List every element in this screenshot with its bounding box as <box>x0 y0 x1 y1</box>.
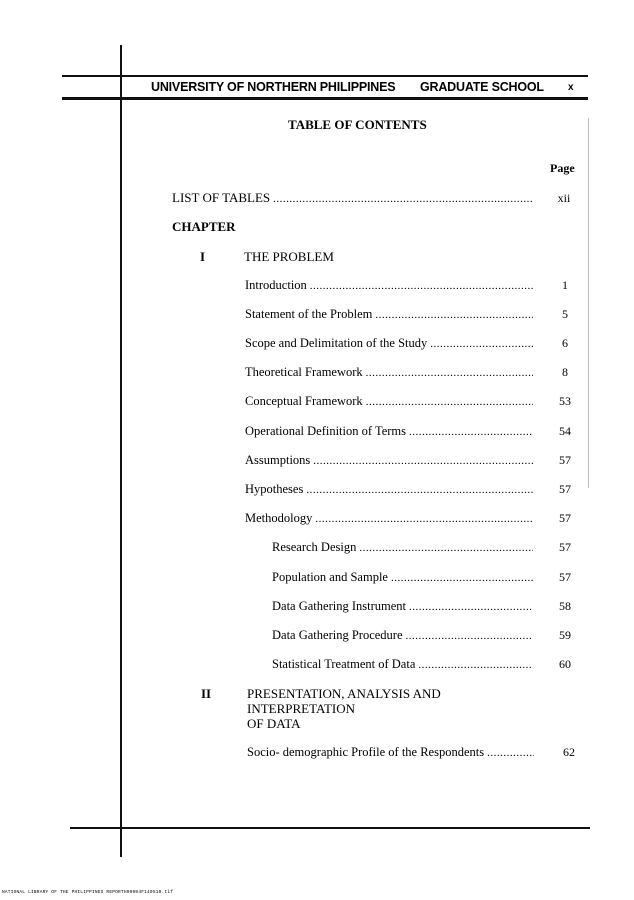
leader-dots <box>310 280 533 292</box>
toc-entry-label: Introduction <box>245 278 307 292</box>
toc-entry[interactable] <box>245 307 536 322</box>
toc-entry[interactable] <box>245 365 536 380</box>
header-top-rule <box>62 75 588 77</box>
toc-entry-label: Scope and Delimitation of the Study <box>245 336 428 350</box>
toc-entry-page: 1 <box>562 278 568 292</box>
toc-entry[interactable] <box>272 570 536 585</box>
toc-entry-page: 58 <box>559 599 571 613</box>
page-column-label: Page <box>550 161 575 175</box>
scan-footer: NATIONAL LIBRARY OF THE PHILIPPINES REPORTH09004F140510.tif <box>2 890 174 895</box>
header-page-number: x <box>568 82 574 93</box>
chapter-title: THE PROBLEM <box>244 249 334 264</box>
toc-entry-page: 59 <box>559 628 571 642</box>
toc-entry-label: Assumptions <box>245 453 311 467</box>
toc-entry[interactable] <box>245 278 536 293</box>
chapter-numeral: II <box>201 686 212 701</box>
toc-entry[interactable] <box>272 657 536 672</box>
toc-entry-label: Statement of the Problem <box>245 307 373 321</box>
page-title: TABLE OF CONTENTS <box>288 117 427 132</box>
toc-entry[interactable] <box>245 394 536 409</box>
toc-entry-label: Operational Definition of Terms <box>245 424 407 438</box>
toc-entry-page: 57 <box>559 540 571 554</box>
toc-entry-label: Conceptual Framework <box>245 394 363 408</box>
toc-entry-page: 62 <box>563 745 575 759</box>
toc-entry-label: Data Gathering Instrument <box>272 599 406 613</box>
leader-dots <box>366 396 533 408</box>
chapter-title-line: PRESENTATION, ANALYSIS AND <box>247 686 441 701</box>
leader-dots <box>409 601 533 613</box>
toc-entry-page: 54 <box>559 424 571 438</box>
toc-entry-label: Population and Sample <box>272 570 388 584</box>
toc-entry-label: LIST OF TABLES <box>172 190 271 205</box>
leader-dots <box>273 193 532 205</box>
toc-entry[interactable] <box>245 453 536 468</box>
leader-dots <box>409 426 533 438</box>
toc-entry-page: 8 <box>562 365 568 379</box>
toc-entry-page: 53 <box>559 394 571 408</box>
leader-dots <box>487 747 534 759</box>
toc-entry[interactable] <box>245 424 536 439</box>
toc-entry[interactable] <box>245 482 536 497</box>
toc-entry-label: Statistical Treatment of Data <box>272 657 416 671</box>
toc-entry[interactable] <box>272 599 536 614</box>
leader-dots <box>366 367 533 379</box>
header-university: UNIVERSITY OF NORTHERN PHILIPPINES <box>151 80 396 94</box>
toc-entry-label: Research Design <box>272 540 357 554</box>
leader-dots <box>306 484 533 496</box>
toc-entry-label: Data Gathering Procedure <box>272 628 403 642</box>
toc-entry-page: 57 <box>559 453 571 467</box>
toc-entry[interactable] <box>245 336 536 351</box>
toc-entry[interactable] <box>245 511 536 526</box>
toc-entry-page: 57 <box>559 482 571 496</box>
toc-entry[interactable] <box>272 540 536 555</box>
left-margin-rule <box>120 45 122 857</box>
leader-dots <box>315 513 533 525</box>
header-school: GRADUATE SCHOOL <box>420 80 544 94</box>
leader-dots <box>406 630 534 642</box>
toc-entry[interactable] <box>247 745 537 760</box>
chapter-title-line: OF DATA <box>247 716 301 731</box>
chapter-title-line: INTERPRETATION <box>247 701 356 716</box>
chapter-numeral: I <box>200 249 206 264</box>
toc-entry-label: Methodology <box>245 511 313 525</box>
toc-entry-page: 5 <box>562 307 568 321</box>
leader-dots <box>313 455 533 467</box>
leader-dots <box>418 659 533 671</box>
toc-entry-label: Socio- demographic Profile of the Respondents <box>247 745 485 759</box>
leader-dots <box>375 309 533 321</box>
footer-rule <box>70 827 590 829</box>
toc-entry-page: 6 <box>562 336 568 350</box>
toc-entry-page: 60 <box>559 657 571 671</box>
leader-dots <box>359 542 533 554</box>
leader-dots <box>430 338 533 350</box>
toc-entry-label: Theoretical Framework <box>245 365 363 379</box>
toc-entry-page: 57 <box>559 511 571 525</box>
toc-entry-label: Hypotheses <box>245 482 304 496</box>
toc-entry[interactable] <box>272 628 536 643</box>
toc-entry-list-of-tables[interactable] <box>172 190 535 206</box>
chapter-label: CHAPTER <box>172 219 236 234</box>
right-scan-line <box>588 118 589 488</box>
header-bottom-rule <box>62 97 588 100</box>
leader-dots <box>391 572 533 584</box>
toc-entry-page: xii <box>557 191 571 205</box>
toc-entry-page: 57 <box>559 570 571 584</box>
